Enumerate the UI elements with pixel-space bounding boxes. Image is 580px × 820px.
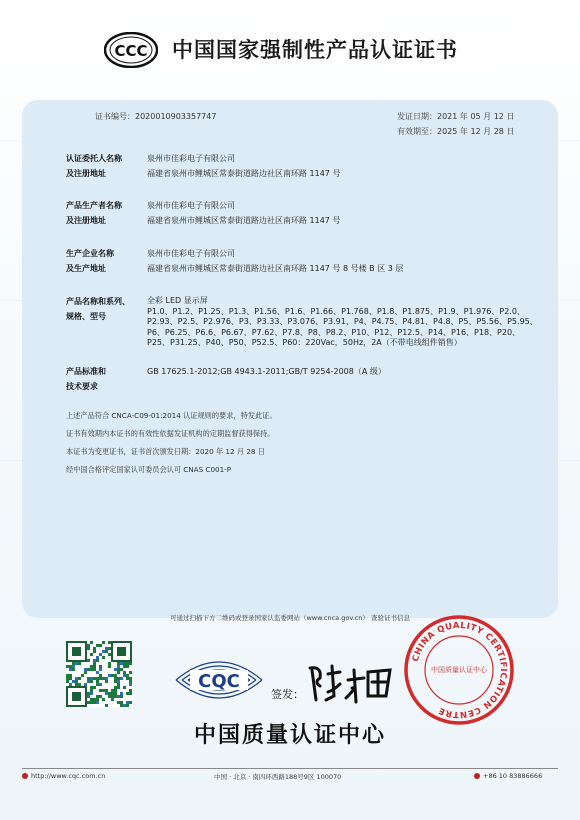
footer-address: 中国 · 北京 · 南四环西路188号9区 100070 — [214, 773, 342, 781]
issuing-organization: 中国质量认证中心 — [193, 723, 386, 748]
standard-value: GB 17625.1-2012;GB 4943.1-2011;GB/T 9254-2008（A 级） — [147, 367, 386, 376]
declaration-line: 本证书为变更证书，证书首次颁发日期：2020 年 12 月 28 日 — [66, 447, 265, 456]
signature-label: 签发： — [271, 688, 304, 701]
declaration-line: 经中国合格评定国家认可委员会认可 CNAS C001-P — [66, 465, 232, 474]
factory-name-value: 泉州市佳彩电子有限公司 — [147, 249, 235, 258]
product-line: P6、P6.25、P6.6、P6.67、P7.62、P7.8、P8、P8.2、P10、P12、P12.5、P14、P16、P18、P20、 — [147, 327, 521, 337]
producer-address-value: 福建省泉州市鲤城区常泰街道路边社区南环路 1147 号 — [147, 216, 341, 225]
product-line: 全彩 LED 显示屏 — [147, 296, 208, 305]
product-line: P2.93、P2.5、P2.976、P3、P3.33、P3.076、P3.91、P4、P4.75、P4.81、P4.8、P5、P5.56、P5.95、 — [147, 317, 538, 326]
producer-address-label: 及注册地址 — [66, 216, 106, 225]
cqc-logo-icon — [172, 654, 266, 706]
svg-text:CHINA QUALITY CERTIFICATION CE: CHINA QUALITY CERTIFICATION CENTRE — [410, 620, 509, 720]
certificate-title: 中国国家强制性产品认证证书 — [172, 38, 458, 62]
certificate-number: 证书编号：2020010903357747 — [95, 112, 217, 121]
client-address-label: 及注册地址 — [66, 169, 106, 178]
official-seal-icon — [403, 614, 515, 726]
svg-text:CQC: CQC — [198, 671, 240, 692]
footer-phone: +86 10 83886666 — [474, 772, 542, 780]
certificate-header — [0, 26, 580, 76]
client-address-value: 福建省泉州市鲤城区常泰街道路边社区南环路 1147 号 — [147, 169, 341, 178]
issue-date: 发证日期：2021 年 05 月 12 日 — [397, 112, 515, 121]
client-name-value: 泉州市佳彩电子有限公司 — [147, 154, 235, 163]
valid-until-date: 有效期至：2025 年 12 月 28 日 — [397, 127, 515, 136]
declaration-line: 证书有效期内本证书的有效性依据发证机构的定期监督获得保持。 — [66, 429, 275, 438]
declaration-line: 上述产品符合 CNCA-C09-01:2014 认证规则的要求，特发此证。 — [66, 411, 277, 420]
svg-text:中国质量认证中心: 中国质量认证中心 — [431, 666, 487, 674]
globe-icon — [22, 773, 28, 779]
phone-icon — [474, 773, 480, 779]
producer-name-value: 泉州市佳彩电子有限公司 — [147, 201, 235, 210]
product-line: P25、P31.25、P40、P50、P52.5、P60：220Vac，50Hz，2A（不带电线组件销售） — [147, 338, 462, 347]
scan-instruction: 可通过扫描下方二维码或登录国家认监委网站（www.cnca.gov.cn） 查验证书信息 — [169, 614, 410, 622]
product-line: P1.0、P1.2、P1.25、P1.3、P1.56、P1.6、P1.66、P1.768、P1.8、P1.875、P1.9、P1.976、P2.0、 — [147, 306, 525, 316]
product-description — [147, 296, 547, 349]
svg-text:CCC: CCC — [114, 42, 148, 60]
product-label: 产品名称和系列、 — [66, 297, 130, 306]
standard-label: 产品标准和 — [66, 367, 106, 376]
footer-divider — [22, 768, 558, 769]
factory-name-label: 生产企业名称 — [66, 249, 114, 258]
footer-website[interactable]: http://www.cqc.com.cn — [22, 772, 105, 780]
ccc-logo-icon — [104, 32, 158, 68]
technical-requirements-label: 技术要求 — [66, 382, 98, 391]
factory-address-value: 福建省泉州市鲤城区常泰街道路边社区南环路 1147 号 8 号楼 B 区 3 层 — [147, 264, 404, 273]
factory-address-label: 及生产地址 — [66, 264, 106, 273]
client-name-label: 认证委托人名称 — [66, 154, 122, 163]
signature-icon — [306, 660, 396, 706]
qr-code[interactable] — [66, 641, 132, 707]
producer-name-label: 产品生产者名称 — [66, 201, 122, 210]
product-model-label: 规格、型号 — [66, 312, 106, 321]
